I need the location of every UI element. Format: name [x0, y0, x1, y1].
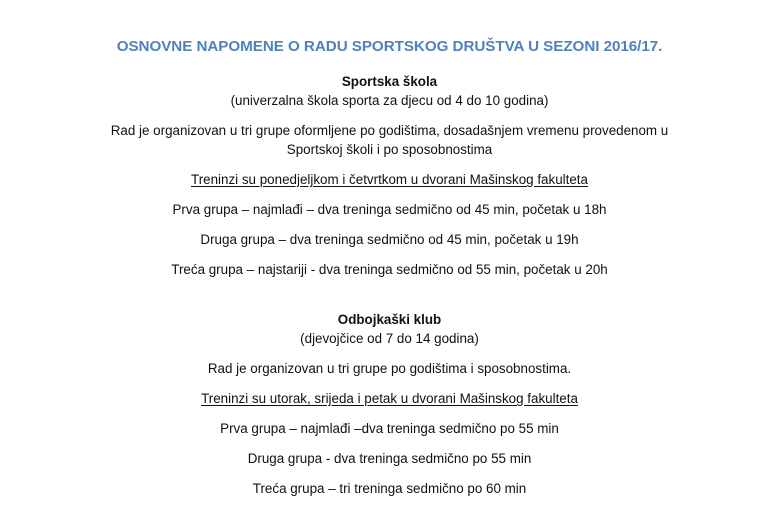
sports-school-group-3: Treća grupa – najstariji - dva treninga sedmično od 55 min, početak u 20h: [171, 262, 608, 277]
volleyball-club-group-1: Prva grupa – najmlađi –dva treninga sedmično po 55 min: [220, 421, 559, 436]
volleyball-club-schedule-note: Treninzi su utorak, srijeda i petak u dvorani Mašinskog fakulteta: [201, 391, 578, 406]
sports-school-schedule-note: Treninzi su ponedjeljkom i četvrtkom u dvorani Mašinskog fakulteta: [191, 172, 588, 187]
volleyball-club-heading: Odbojkaški klub: [337, 312, 442, 327]
volleyball-club-group-2: Druga grupa - dva treninga sedmično po 55 min: [247, 451, 532, 466]
document-title: OSNOVNE NAPOMENE O RADU SPORTSKOG DRUŠTVA U SEZONI 2016/17.: [116, 38, 663, 55]
volleyball-club-group-3: Treća grupa – tri treninga sedmično po 60 min: [252, 481, 527, 496]
sports-school-description-line-2: Sportskoj školi i po sposobnostima: [286, 142, 493, 157]
volleyball-club-description: Rad je organizovan u tri grupe po godištima i sposobnostima.: [207, 361, 572, 376]
sports-school-heading: Sportska škola: [341, 74, 438, 89]
volleyball-club-subheading: (djevojčice od 7 do 14 godina): [300, 331, 479, 346]
sports-school-subheading: (univerzalna škola sporta za djecu od 4 do 10 godina): [230, 93, 549, 108]
sports-school-group-1: Prva grupa – najmlađi – dva treninga sedmično od 45 min, početak u 18h: [172, 202, 607, 217]
sports-school-group-2: Druga grupa – dva treninga sedmično od 45 min, početak u 19h: [200, 232, 579, 247]
sports-school-description-line-1: Rad je organizovan u tri grupe oformljene po godištima, dosadašnjem vremenu provedenom u: [110, 123, 669, 138]
